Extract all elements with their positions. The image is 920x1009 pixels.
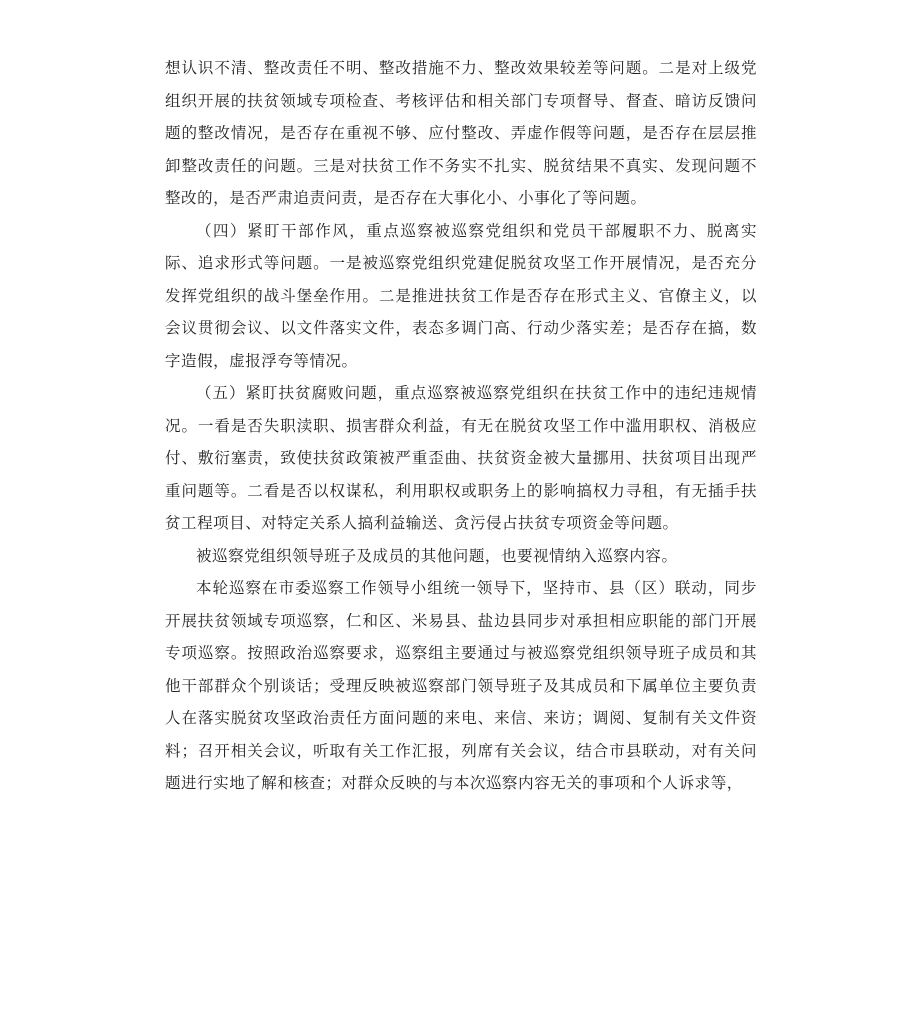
document-body [165, 52, 757, 800]
paragraph-5: 本轮巡察在市委巡察工作领导小组统一领导下，坚持市、县（区）联动，同步开展扶贫领域专项巡察，仁和区、米易县、盐边县同步对承担相应职能的部门开展专项巡察。按照政治巡察要求，巡察组主要通过与被巡察党组织领导班子成员和其他干部群众个别谈话；受理反映被巡察部门领导班子及其成员和下属单位主要负责人在落实脱贫攻坚政治责任方面问题的来电、来信、来访；调阅、复制有关文件资料；召开相关会议，听取有关工作汇报，列席有关会议，结合市县联动，对有关问题进行实地了解和核查；对群众反映的与本次巡察内容无关的事项和个人诉求等， [165, 579, 757, 792]
paragraph-4: 被巡察党组织领导班子及成员的其他问题，也要视情纳入巡察内容。 [196, 546, 678, 565]
paragraph-2: （四）紧盯干部作风，重点巡察被巡察党组织和党员干部履职不力、脱离实际、追求形式等问题。一是被巡察党组织党建促脱贫攻坚工作开展情况，是否充分发挥党组织的战斗堡垒作用。二是推进扶贫工作是否存在形式主义、官僚主义，以会议贯彻会议、以文件落实文件，表态多调门高、行动少落实差；是否存在搞，数字造假，虚报浮夸等情况。 [165, 221, 757, 370]
paragraph-1: 想认识不清、整改责任不明、整改措施不力、整改效果较差等问题。二是对上级党组织开展的扶贫领域专项检查、考核评估和相关部门专项督导、督查、暗访反馈问题的整改情况，是否存在重视不够、应付整改、弄虚作假等问题，是否存在层层推卸整改责任的问题。三是对扶贫工作不务实不扎实、脱贫结果不真实、发现问题不整改的，是否严肃追责问责，是否存在大事化小、小事化了等问题。 [165, 59, 757, 207]
paragraph-3: （五）紧盯扶贫腐败问题，重点巡察被巡察党组织在扶贫工作中的违纪违规情况。一看是否失职渎职、损害群众利益，有无在脱贫攻坚工作中滥用职权、消极应付、敷衍塞责，致使扶贫政策被严重歪曲、扶贫资金被大量挪用、扶贫项目出现严重问题等。二看是否以权谋私，利用职权或职务上的影响搞权力寻租，有无插手扶贫工程项目、对特定关系人搞利益输送、贪污侵占扶贫专项资金等问题。 [165, 384, 757, 532]
